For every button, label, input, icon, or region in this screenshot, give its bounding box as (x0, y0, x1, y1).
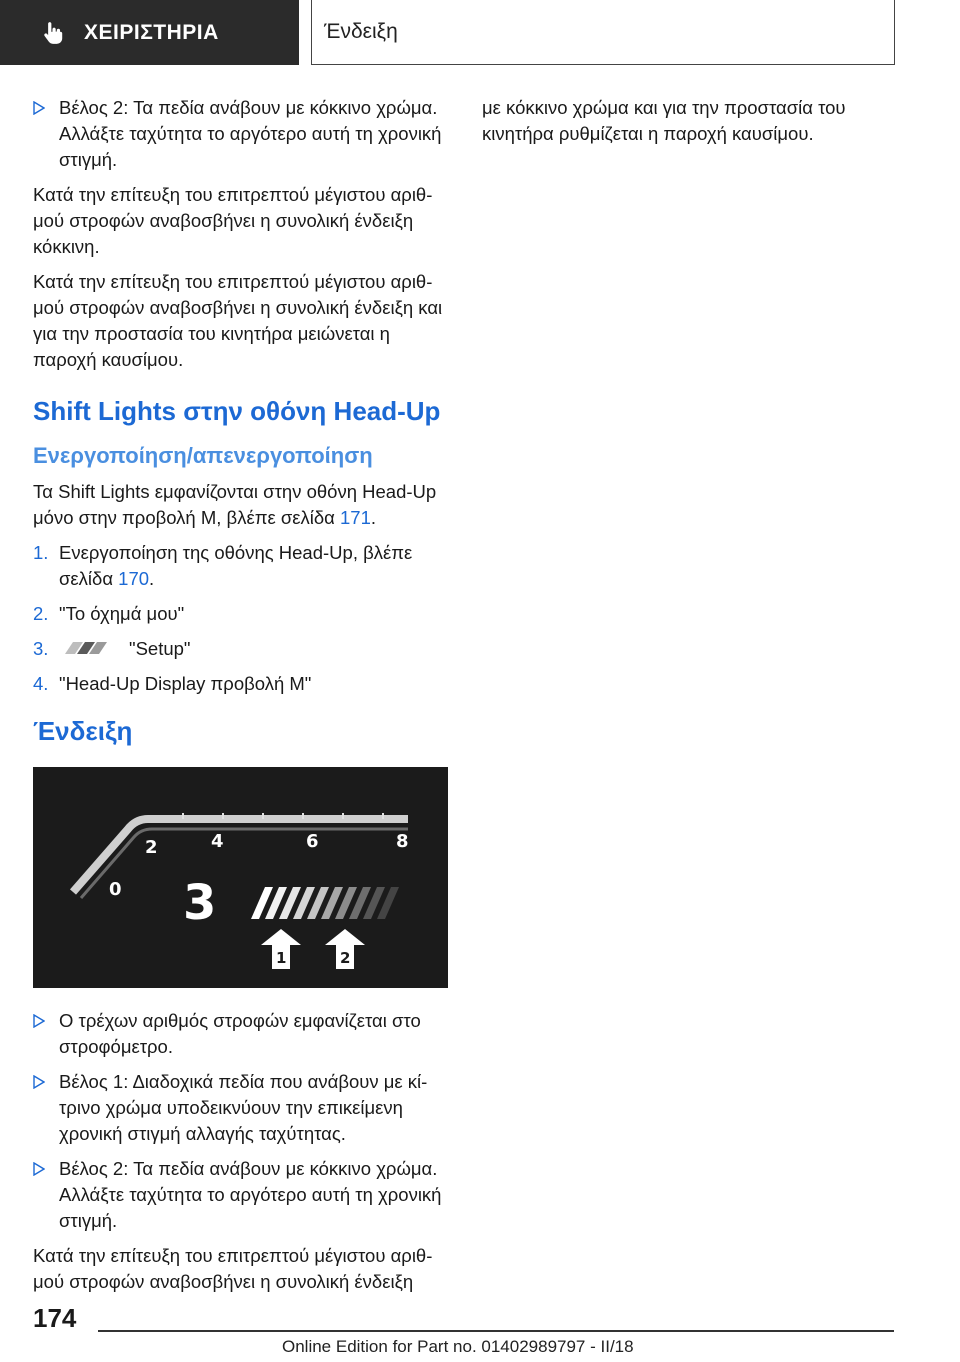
triangle-bullet-icon (33, 1162, 45, 1176)
triangle-bullet-icon (33, 1014, 45, 1028)
page-number: 174 (33, 1303, 77, 1333)
scale-label: 6 (306, 831, 319, 852)
topic-title: Ένδειξη (324, 20, 398, 43)
page-link[interactable]: 170 (118, 568, 150, 589)
list-item: Ο τρέχων αριθμός στροφών εμφανίζεται στο στροφόμετρο. (33, 1008, 451, 1060)
scale-label: 2 (145, 837, 158, 858)
gear-indicator: 3 (183, 875, 217, 931)
paragraph: Κατά την επίτευξη του επιτρεπτού μέγιστου αριθ-μού στροφών αναβοσβήνει η συνολική ένδειξη (33, 1245, 433, 1292)
section-heading: Shift Lights στην οθόνη Head-Up (33, 396, 441, 426)
scale-label: 0 (109, 879, 122, 900)
head-up-display-figure (33, 767, 448, 988)
footer-divider (98, 1330, 894, 1332)
shift-lights-illustration (33, 767, 448, 988)
edition-note: Online Edition for Part no. 01402989797 - II/18 (282, 1337, 634, 1356)
step-item: 1. Ενεργοποίηση της οθόνης Head-Up, βλέπε σελίδα 170. (33, 542, 413, 589)
triangle-bullet-icon (33, 1075, 45, 1089)
list-item: Βέλος 1: Διαδοχικά πεδία που ανάβουν με κί-τρινο χρώμα υποδεικνύουν την επικείμενη χρονική στιγμή αλλαγής ταχύτητας. (33, 1069, 451, 1147)
triangle-bullet-icon (33, 101, 45, 115)
arrow-1-icon (261, 929, 301, 969)
scale-label: 8 (396, 831, 409, 852)
right-column (482, 95, 902, 156)
page-link[interactable]: 171 (340, 507, 371, 528)
section-title: ΧΕΙΡΙΣΤΗΡΙΑ (84, 20, 219, 44)
hand-pointer-icon (40, 20, 66, 46)
subsection-heading: Ενεργοποίηση/απενεργοποίηση (33, 443, 373, 468)
paragraph: με κόκκινο χρώμα και για την προστασία του κινητήρα ρυθμίζεται η παροχή καυσίμου. (482, 97, 846, 144)
svg-text:2: 2 (340, 949, 351, 967)
section-heading: Ένδειξη (33, 716, 133, 746)
left-column (33, 95, 451, 1304)
list-item: Βέλος 2: Τα πεδία ανάβουν με κόκκινο χρώμα. Αλλάξτε ταχύτητα το αργότερο αυτή τη χρονική στιγμή. (33, 95, 451, 173)
m-logo-icon (59, 640, 115, 656)
section-tab[interactable] (0, 0, 299, 65)
paragraph: Κατά την επίτευξη του επιτρεπτού μέγιστου αριθ-μού στροφών αναβοσβήνει η συνολική ένδειξη κόκκινη. (33, 184, 433, 257)
topic-header (311, 0, 895, 65)
step-item: 2. "Το όχημά μου" (33, 603, 185, 624)
svg-text:1: 1 (276, 949, 287, 967)
step-item: 4. "Head-Up Display προβολή M" (33, 673, 312, 694)
list-item: Βέλος 2: Τα πεδία ανάβουν με κόκκινο χρώμα. Αλλάξτε ταχύτητα το αργότερο αυτή τη χρονική στιγμή. (33, 1156, 451, 1234)
arrow-2-icon (325, 929, 365, 969)
step-item: 3. "Setup" (33, 638, 191, 659)
paragraph: Κατά την επίτευξη του επιτρεπτού μέγιστου αριθ-μού στροφών αναβοσβήνει η συνολική ένδειξη και για την προστασία του κινητήρα μειώνεται η παροχή καυσίμου. (33, 271, 443, 370)
scale-label: 4 (211, 831, 224, 852)
paragraph: Τα Shift Lights εμφανίζονται στην οθόνη Head-Up μόνο στην προβολή M, βλέπε σελίδα 171. (33, 481, 437, 528)
